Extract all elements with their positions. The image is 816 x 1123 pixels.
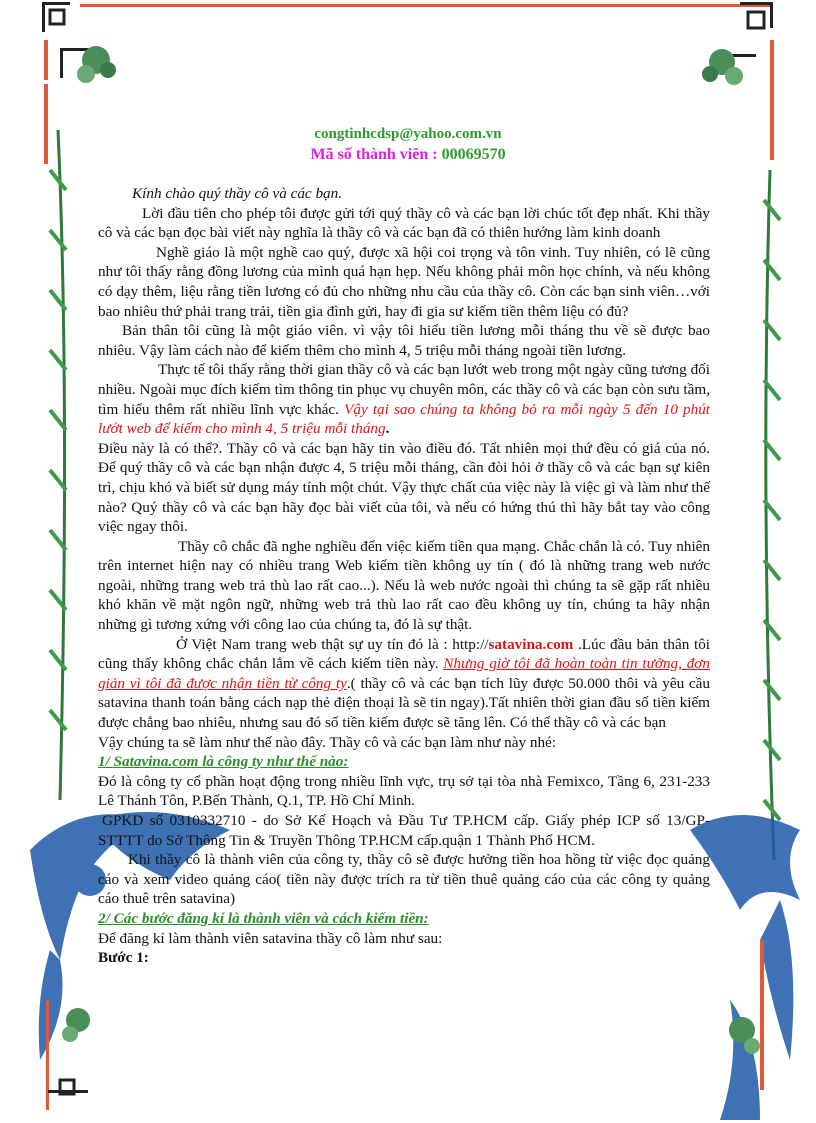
member-id-label: Mã số thành viên : (310, 146, 438, 163)
greeting: Kính chào quý thầy cô và các bạn. (132, 185, 343, 202)
highlighted-question: Vậy tại sao chúng ta không bỏ ra mỗi ngày 5 đến 10 phút lướt web để kiếm cho mình 4, 5 triệu mỗi tháng (98, 400, 711, 438)
paragraph-end: . (385, 420, 390, 438)
paragraph (98, 360, 710, 438)
paragraph-text: Ở Việt Nam trang web thật sự uy tín đó là : http:// (176, 635, 489, 653)
right-vine (764, 170, 780, 860)
paragraph: GPKD số 0310332710 - do Sở Kế Hoạch và Đầu Tư TP.HCM cấp. Giấy phép ICP số 13/GP-STTTT do Sở Thông Tin & Truyền Thông TP.HCM cấp.quận 1 Thành Phố HCM. (98, 812, 710, 849)
section-heading-2: 2/ Các bước đăng kí là thành viên và cách kiếm tiền: (98, 909, 429, 927)
paragraph: Đó là công ty cổ phần hoạt động trong nhiều lĩnh vực, trụ sở tại tòa nhà Femixco, Tầng 6, 231-233 Lê Thánh Tôn, P.Bến Thành, Q.1, TP. Hồ Chí Minh. (98, 772, 710, 810)
paragraph: Điều này là có thể?. Thầy cô và các bạn hãy tin vào điều đó. Tất nhiên mọi thứ đều có giá của nó. Để quý thầy cô và các bạn nhận được 4, 5 triệu mỗi tháng, cần đòi hỏi ở thầy cô và các bạn sự kiên trì, chịu khó và biết sử dụng máy tính một chút. Vậy thực chất của việc này là việc gì và làm như thế nào? Quý thầy cô và các bạn hãy đọc bài viết của tôi, và nếu có hứng thú thì hãy bắt tay vào công việc ngay thôi. (98, 439, 710, 536)
paragraph: Vậy chúng ta sẽ làm như thế nào đây. Thầy cô và các bạn làm như này nhé: (98, 733, 557, 751)
paragraph (98, 635, 710, 733)
step-label: Bước 1: (98, 949, 149, 967)
paragraph: Lời đầu tiên cho phép tôi được gửi tới quý thầy cô và các bạn lời chúc tốt đẹp nhất. Khi thầy cô và các bạn đọc bài viết này nghĩa là thầy cô và các bạn đã có thiên hướng làm kinh doanh (98, 204, 710, 242)
paragraph-text: .( thầy cô và các bạn tích lũy được 50.000 thôi và yêu cầu satavina thanh toán bằng cách nạp thẻ điện thoại là sẽ tin ngay).Tất nhiên thời gian đầu số tiền kiếm được chẳng bao nhiêu, nhưng sau đó số tiền kiếm được sẽ tăng lên. Có thể thầy cô và các bạn (98, 674, 710, 732)
satavina-link[interactable]: satavina.com (488, 635, 574, 653)
paragraph: Nghề giáo là một nghề cao quý, được xã hội coi trọng và tôn vinh. Tuy nhiên, có lẽ cũng như tôi thấy rằng đồng lương của mình quá hạn hẹp. Nếu không phải môn học chính, và nếu không có dạy thêm, liệu rằng tiền lương có đủ cho những nhu cầu của thầy cô. Còn các bạn sinh viên…với bao nhiêu thứ phải trang trải, tiền gia đình gửi, hay đi gia sư kiếm tiền thêm liệu có đủ? (98, 243, 710, 320)
paragraph: Bản thân tôi cũng là một giáo viên. vì vậy tôi hiểu tiền lương mỗi tháng thu về sẽ được bao nhiêu. Vậy làm cách nào để kiếm thêm cho mình 4, 5 triệu mỗi tháng ngoài tiền lương. (98, 322, 710, 359)
section-heading-1: 1/ Satavina.com là công ty như thế nào: (98, 753, 349, 771)
left-vine (50, 130, 66, 800)
contact-email: congtinhcdsp@yahoo.com.vn (314, 126, 502, 142)
member-id-line (0, 146, 816, 164)
highlighted-statement: Nhưng giờ tôi đã hoàn toàn tin tưởng, đơn giản vì tôi đã được nhận tiền từ công ty (98, 655, 710, 692)
member-id-value: 00069570 (441, 146, 506, 163)
paragraph-text: Thực tế tôi thấy rằng thời gian thầy cô và các bạn lướt web trong một ngày cũng tương đối nhiều. Ngoài mục đích kiếm tìm thông tin phục vụ chuyên môn, các thầy cô và các bạn còn sưu tầm, tìm hiểu thêm rất nhiều lĩnh vực khác. (98, 361, 710, 418)
paragraph-text: .Lúc đầu bản thân tôi cũng thấy không chắc chắn lắm về cách kiếm tiền này. (98, 635, 711, 673)
article-body (98, 184, 710, 968)
paragraph: Khi thầy cô là thành viên của công ty, thầy cô sẽ được hưởng tiền hoa hồng từ việc đọc quảng cáo và xem video quảng cáo( tiền này được trích ra từ tiền thuê quảng cáo của các công ty quảng cáo thuê trên satavina) (98, 851, 710, 908)
paragraph: Thầy cô chắc đã nghe nghiều đến việc kiếm tiền qua mạng. Chắc chắn là có. Tuy nhiên trên internet hiện nay có nhiều trang Web kiếm tiền không uy tín ( đó là những trang web nước ngoài, những trang web trả thù lao rất cao...). Nếu là web nước ngoài thì chúng ta sẽ gặp rất nhiều khó khăn về mặt ngôn ngữ, những web trả thù lao rất cao đều không uy tín, chúng ta hãy nhận những gì tương xứng với công lao của chúng ta, đó là sự thật. (98, 537, 710, 634)
paragraph: Để đăng kí làm thành viên satavina thầy cô làm như sau: (98, 929, 443, 947)
